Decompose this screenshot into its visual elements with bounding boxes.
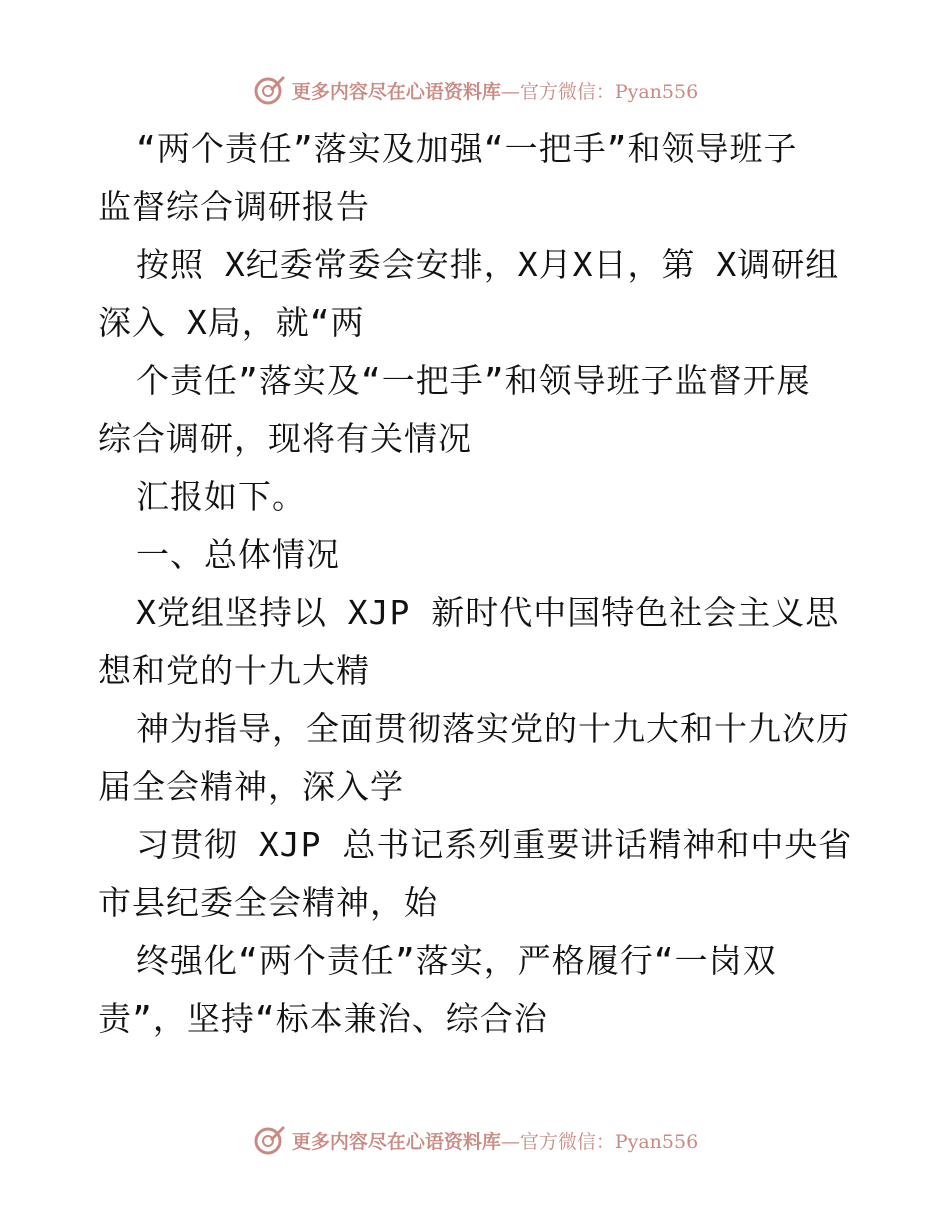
header-banner-main: 更多内容尽在心语资料库 [291,80,501,103]
footer-banner-main: 更多内容尽在心语资料库 [291,1130,501,1153]
document-line: 个责任”落实及“一把手”和领导班子监督开展 [136,361,811,400]
header-banner-text [292,77,698,104]
document-line: 深入 X局，就“两 [98,303,365,342]
document-line: 综合调研，现将有关情况 [98,419,472,458]
header-watermark-banner [0,70,950,110]
document-line: 市县纪委全会精神，始 [98,883,438,922]
pen-circle-logo-icon [252,1123,286,1157]
document-line: 想和党的十九大精 [98,651,370,690]
pen-circle-logo-icon [252,73,286,107]
document-line: 一、总体情况 [136,535,340,574]
header-banner-inner [252,73,698,107]
document-line: 终强化“两个责任”落实，严格履行“一岗双 [136,941,777,980]
document-line: 届全会精神，深入学 [98,767,404,806]
document-line: 习贯彻 XJP 总书记系列重要讲话精神和中央省 [136,825,853,864]
document-line: 按照 X纪委常委会安排，X月X日，第 X调研组 [136,245,840,284]
document-line: X党组坚持以 XJP 新时代中国特色社会主义思 [136,593,840,632]
footer-banner-text [292,1127,698,1154]
footer-banner-inner [252,1123,698,1157]
document-line: 神为指导，全面贯彻落实党的十九大和十九次历 [136,709,850,748]
document-line: 责”，坚持“标本兼治、综合治 [98,999,548,1038]
document-line: 监督综合调研报告 [98,187,370,226]
footer-banner-tail: —官方微信：Pyan556 [500,1130,699,1153]
header-banner-tail: —官方微信：Pyan556 [500,80,699,103]
document-line: 汇报如下。 [136,477,306,516]
footer-watermark-banner [0,1120,950,1160]
document-line: “两个责任”落实及加强“一把手”和领导班子 [136,129,798,168]
document-body [98,120,858,1048]
